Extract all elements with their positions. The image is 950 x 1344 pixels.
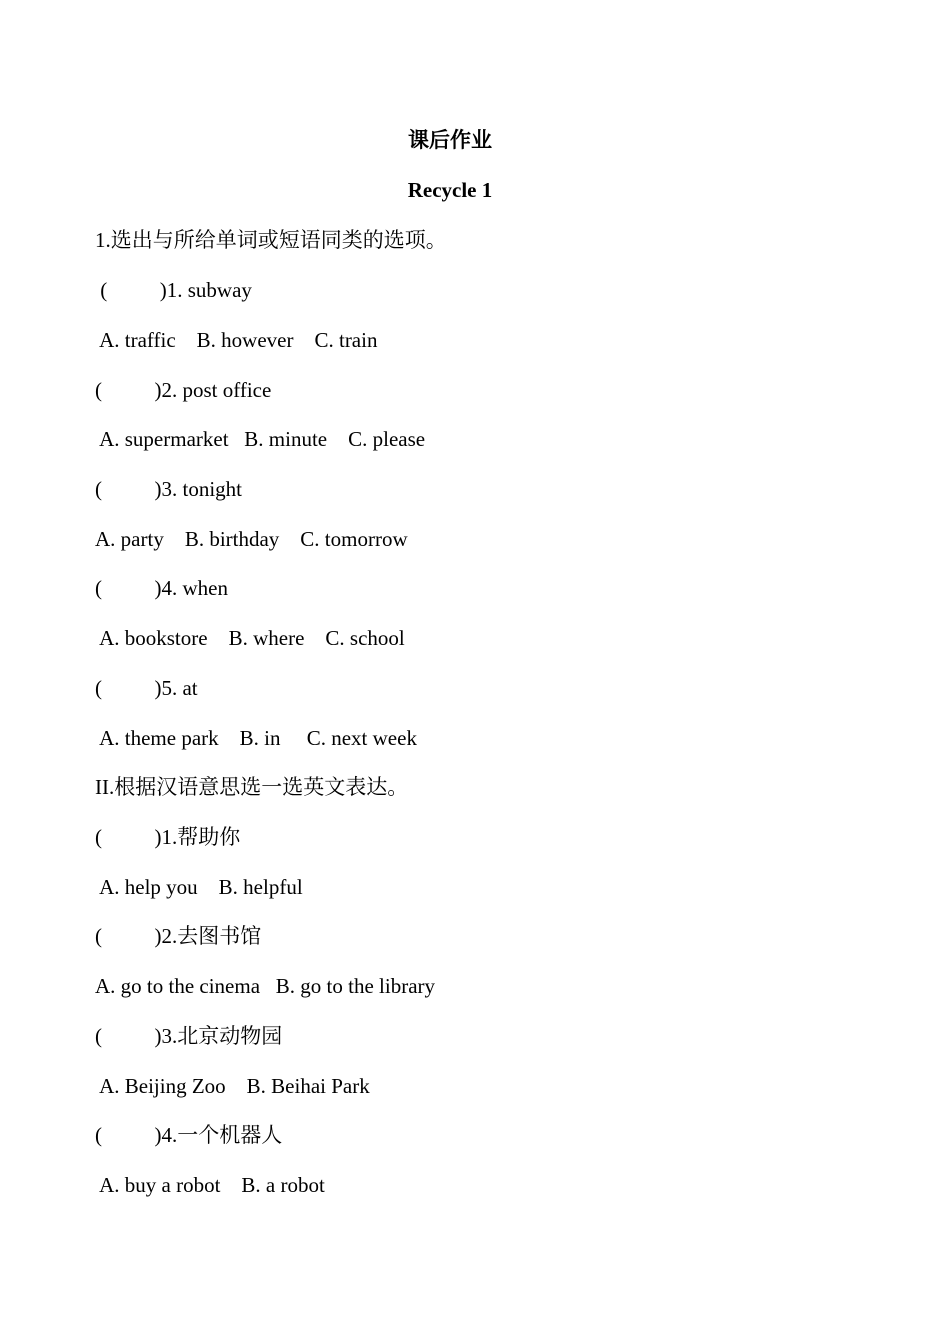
question-2-4: ( )4.一个机器人 (95, 1123, 283, 1147)
options-2-1: A. help you B. helpful (95, 875, 303, 899)
section-2-heading: II.根据汉语意思选一选英文表达。 (95, 775, 409, 799)
options-2-2: A. go to the cinema B. go to the library (95, 974, 436, 998)
question-1-4: ( )4. when (95, 576, 228, 600)
options-2-3: A. Beijing Zoo B. Beihai Park (95, 1074, 370, 1098)
question-2-2: ( )2.去图书馆 (95, 924, 262, 948)
options-1-3: A. party B. birthday C. tomorrow (95, 527, 408, 551)
options-2-4: A. buy a robot B. a robot (95, 1173, 325, 1197)
question-1-3: ( )3. tonight (95, 477, 242, 501)
question-1-1: ( )1. subway (95, 278, 252, 302)
question-2-3: ( )3.北京动物园 (95, 1024, 283, 1048)
page-subtitle: Recycle 1 (407, 178, 493, 202)
options-1-4: A. bookstore B. where C. school (95, 626, 405, 650)
question-1-5: ( )5. at (95, 676, 198, 700)
section-1-heading: 1.选出与所给单词或短语同类的选项。 (95, 228, 447, 252)
page-title: 课后作业 (408, 128, 492, 152)
options-1-5: A. theme park B. in C. next week (95, 726, 417, 750)
options-1-2: A. supermarket B. minute C. please (95, 427, 426, 451)
question-1-2: ( )2. post office (95, 378, 272, 402)
question-2-1: ( )1.帮助你 (95, 825, 241, 849)
options-1-1: A. traffic B. however C. train (95, 328, 378, 352)
